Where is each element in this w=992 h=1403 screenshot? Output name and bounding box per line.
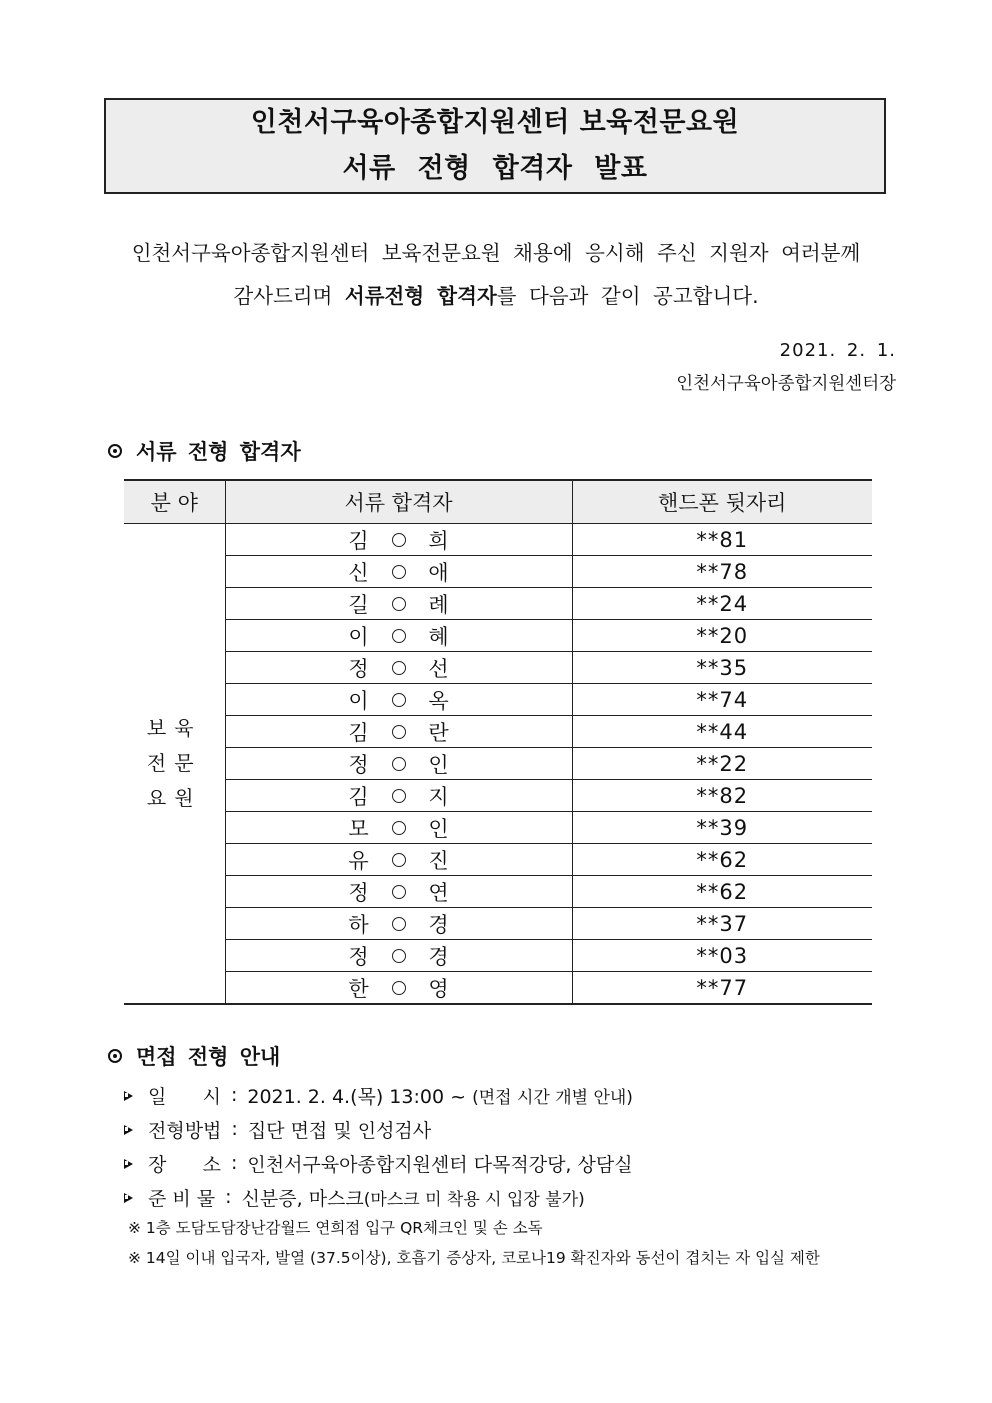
info-label-method: 전형방법 [148, 1119, 222, 1142]
given-name-char: 경 [428, 912, 449, 937]
intro-paragraph [60, 232, 932, 318]
phone-cell: **37 [572, 908, 872, 940]
info-colon: : [225, 1186, 232, 1208]
masked-char-icon [392, 853, 406, 867]
applicant-name [348, 877, 450, 907]
phone-cell: **03 [572, 940, 872, 972]
applicant-cell [225, 620, 572, 652]
given-name-char: 례 [428, 592, 449, 617]
table-row [124, 972, 872, 1005]
surname: 김 [348, 528, 369, 553]
masked-char-icon [392, 629, 406, 643]
surname: 정 [348, 656, 369, 681]
table-row [124, 556, 872, 588]
masked-char-icon [392, 789, 406, 803]
table-row [124, 844, 872, 876]
applicant-cell [225, 812, 572, 844]
phone-cell: **44 [572, 716, 872, 748]
info-value-datetime: 2021. 2. 4.(목) 13:00 ~ [247, 1085, 473, 1108]
header-applicant: 서류 합격자 [225, 480, 572, 524]
surname: 김 [348, 720, 369, 745]
applicant-name [348, 525, 450, 555]
applicant-name [348, 813, 450, 843]
given-name-char: 인 [428, 816, 449, 841]
surname: 유 [348, 848, 369, 873]
info-item-datetime [124, 1078, 633, 1112]
masked-char-icon [392, 533, 406, 547]
info-item-prep [124, 1180, 633, 1214]
section-heading-interview-text: 면접 전형 안내 [136, 1045, 281, 1069]
section-heading-results [108, 436, 301, 466]
intro-line-2 [60, 275, 932, 318]
intro-line-2-post: 를 다음과 같이 공고합니다. [496, 284, 759, 308]
intro-emphasis: 서류전형 합격자 [344, 284, 497, 308]
given-name-char: 애 [428, 560, 449, 585]
intro-line-2-pre: 감사드리며 [233, 284, 345, 308]
given-name-char: 경 [428, 944, 449, 969]
masked-char-icon [392, 565, 406, 579]
applicant-cell [225, 972, 572, 1005]
results-body [124, 524, 872, 1005]
phone-cell: **22 [572, 748, 872, 780]
masked-char-icon [392, 597, 406, 611]
table-row [124, 620, 872, 652]
circle-bullet-icon [108, 444, 122, 458]
surname: 길 [348, 592, 369, 617]
phone-cell: **24 [572, 588, 872, 620]
given-name-char: 지 [428, 784, 449, 809]
masked-char-icon [392, 725, 406, 739]
section-heading-interview [108, 1041, 280, 1071]
given-name-char: 옥 [428, 688, 449, 713]
applicant-name [348, 941, 450, 971]
info-item-method [124, 1112, 633, 1146]
title-line-2: 서류 전형 합격자 발표 [342, 153, 648, 184]
note-2: ※ 14일 이내 입국자, 발열 (37.5이상), 호흡기 증상자, 코로나19 확진자와 동선이 겹치는 자 입실 제한 [128, 1249, 820, 1267]
surname: 정 [348, 880, 369, 905]
masked-char-icon [392, 661, 406, 675]
applicant-name [348, 749, 450, 779]
phone-cell: **77 [572, 972, 872, 1005]
applicant-cell [225, 876, 572, 908]
phone-cell: **62 [572, 876, 872, 908]
masked-char-icon [392, 693, 406, 707]
applicant-cell [225, 556, 572, 588]
table-row [124, 588, 872, 620]
applicant-name [348, 685, 450, 715]
issuer: 인천서구육아종합지원센터장 [676, 374, 896, 394]
given-name-char: 혜 [428, 624, 449, 649]
phone-cell: **35 [572, 652, 872, 684]
applicant-cell [225, 684, 572, 716]
title-box [104, 98, 886, 194]
circle-bullet-icon [108, 1049, 122, 1063]
applicant-cell [225, 908, 572, 940]
surname: 이 [348, 688, 369, 713]
announcement-date: 2021. 2. 1. [779, 340, 896, 361]
field-line: 전문 [146, 751, 202, 775]
masked-char-icon [392, 917, 406, 931]
field-cell [124, 524, 225, 1005]
interview-info-list [124, 1078, 633, 1214]
info-note-datetime: (면접 시간 개별 안내) [472, 1087, 633, 1108]
applicant-name [348, 653, 450, 683]
info-note-prep: (마스크 미 착용 시 입장 불가) [363, 1189, 585, 1210]
given-name-char: 란 [428, 720, 449, 745]
applicant-cell [225, 652, 572, 684]
applicant-name [348, 621, 450, 651]
applicant-name [348, 973, 450, 1003]
info-colon: : [230, 1152, 238, 1174]
masked-char-icon [392, 885, 406, 899]
applicant-name [348, 589, 450, 619]
table-row [124, 524, 872, 556]
surname: 신 [348, 560, 369, 585]
applicant-cell [225, 524, 572, 556]
surname: 이 [348, 624, 369, 649]
table-row [124, 748, 872, 780]
phone-cell: **62 [572, 844, 872, 876]
field-line: 요원 [146, 786, 202, 810]
surname: 김 [348, 784, 369, 809]
info-colon: : [231, 1118, 238, 1140]
info-value-place: 인천서구육아종합지원센터 다목적강당, 상담실 [247, 1153, 633, 1176]
table-row [124, 908, 872, 940]
info-value-prep: 신분증, 마스크 [241, 1187, 364, 1210]
applicant-name [348, 781, 450, 811]
given-name-char: 연 [428, 880, 449, 905]
arrow-bullet-icon [124, 1192, 134, 1202]
masked-char-icon [392, 949, 406, 963]
phone-cell: **82 [572, 780, 872, 812]
info-colon: : [230, 1084, 238, 1106]
applicant-cell [225, 940, 572, 972]
surname: 한 [348, 976, 369, 1001]
phone-cell: **78 [572, 556, 872, 588]
arrow-bullet-icon [124, 1158, 134, 1168]
table-row [124, 652, 872, 684]
surname: 하 [348, 912, 369, 937]
surname: 정 [348, 752, 369, 777]
applicant-cell [225, 844, 572, 876]
note-1: ※ 1층 도담도담장난감월드 연희점 입구 QR체크인 및 손 소독 [128, 1219, 543, 1237]
surname: 모 [348, 816, 369, 841]
results-table [124, 479, 872, 1005]
given-name-char: 인 [428, 752, 449, 777]
table-row [124, 812, 872, 844]
arrow-bullet-icon [124, 1124, 134, 1134]
applicant-name [348, 909, 450, 939]
applicant-name [348, 557, 450, 587]
table-row [124, 684, 872, 716]
table-header-row [124, 480, 872, 524]
table-row [124, 716, 872, 748]
masked-char-icon [392, 821, 406, 835]
section-heading-results-text: 서류 전형 합격자 [136, 440, 301, 464]
info-label-place: 장 소 [148, 1153, 221, 1176]
header-phone: 핸드폰 뒷자리 [572, 480, 872, 524]
table-row [124, 940, 872, 972]
phone-cell: **39 [572, 812, 872, 844]
masked-char-icon [392, 757, 406, 771]
arrow-bullet-icon [124, 1090, 134, 1100]
applicant-cell [225, 780, 572, 812]
table-row [124, 876, 872, 908]
applicant-cell [225, 716, 572, 748]
applicant-name [348, 845, 450, 875]
masked-char-icon [392, 981, 406, 995]
info-label-prep: 준 비 물 [148, 1187, 216, 1210]
header-field: 분 야 [124, 480, 225, 524]
phone-cell: **81 [572, 524, 872, 556]
given-name-char: 희 [428, 528, 449, 553]
phone-cell: **20 [572, 620, 872, 652]
field-line: 보육 [146, 716, 202, 740]
surname: 정 [348, 944, 369, 969]
info-item-place [124, 1146, 633, 1180]
info-label-datetime: 일 시 [148, 1085, 221, 1108]
phone-cell: **74 [572, 684, 872, 716]
table-row [124, 780, 872, 812]
given-name-char: 진 [428, 848, 449, 873]
applicant-cell [225, 748, 572, 780]
given-name-char: 영 [428, 976, 449, 1001]
applicant-name [348, 717, 450, 747]
given-name-char: 선 [428, 656, 449, 681]
info-value-method: 집단 면접 및 인성검사 [247, 1119, 432, 1142]
intro-line-1: 인천서구육아종합지원센터 보육전문요원 채용에 응시해 주신 지원자 여러분께 [131, 241, 861, 265]
applicant-cell [225, 588, 572, 620]
title-line-1: 인천서구육아종합지원센터 보육전문요원 [250, 107, 740, 138]
